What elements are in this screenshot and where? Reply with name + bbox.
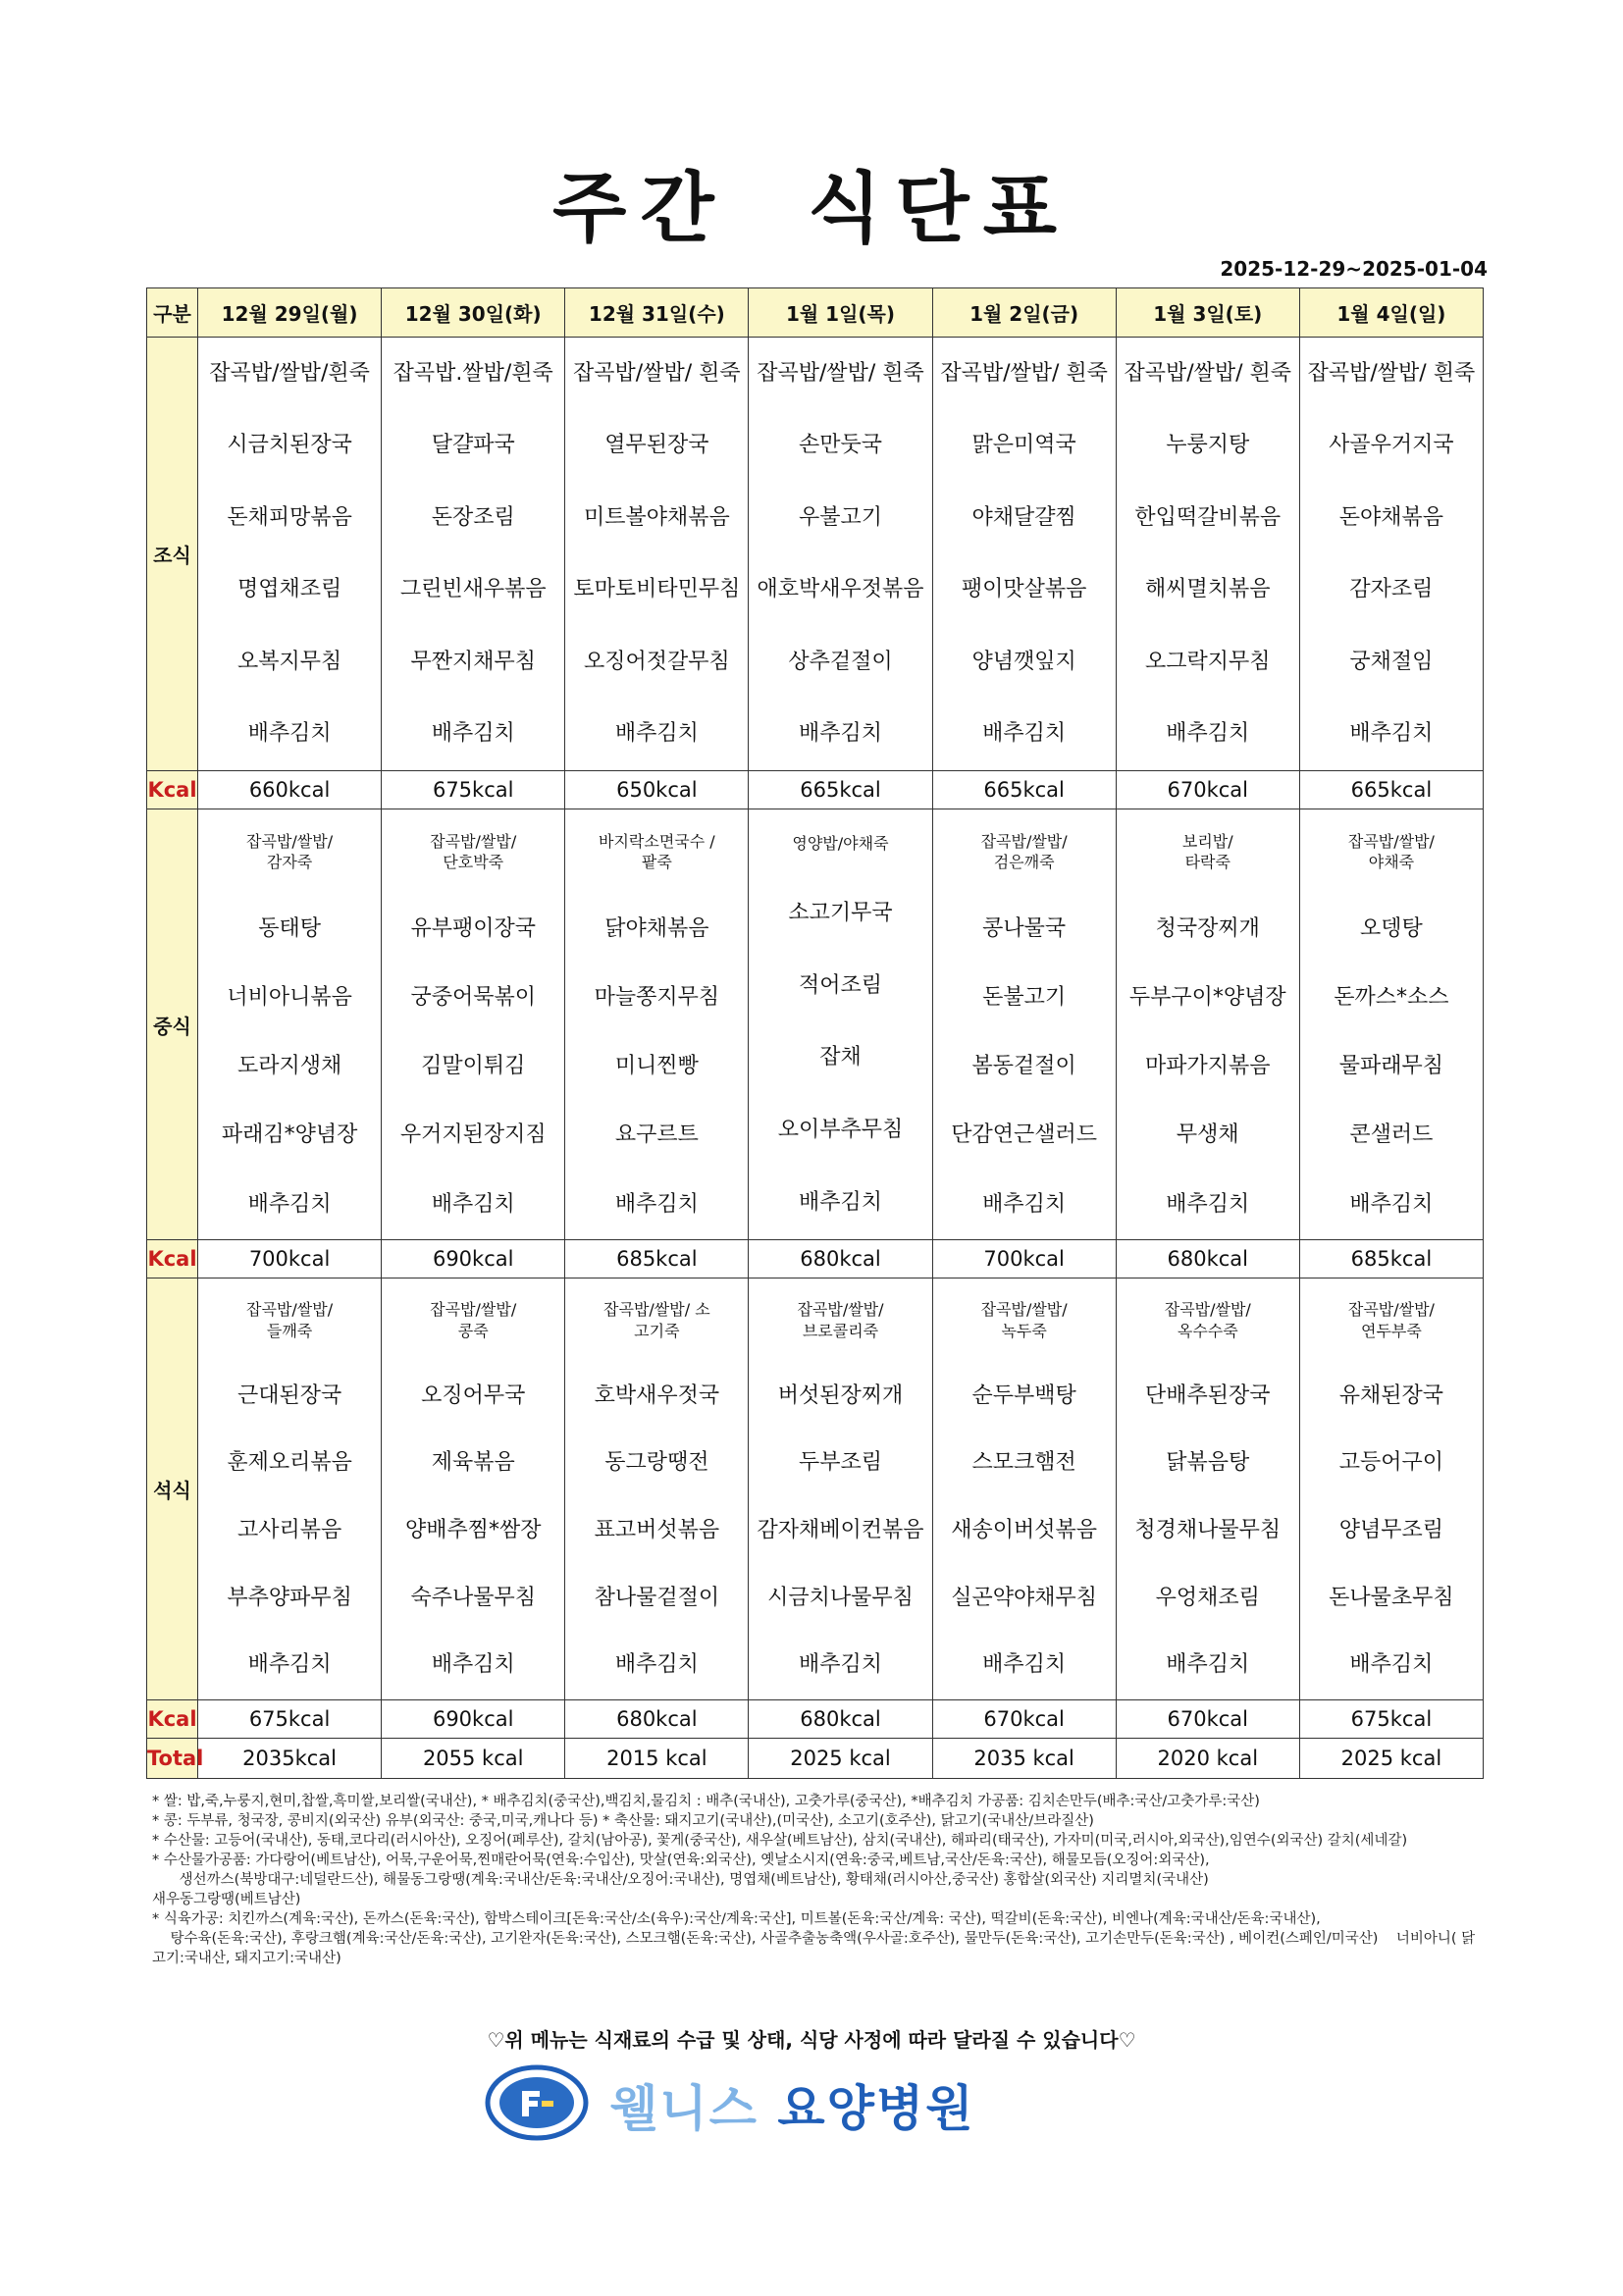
origin-note: * 수산물가공품: 가다랑어(베트남산), 어묵,구운어묵,찐매란어묵(연육:수입산), 맛살(연육:외국산), 옛날소시지(연육:중국,베트남,국산/돈육:국산), 해물모듬(오징어:외국산), [152, 1852, 1210, 1868]
menu-item: 잡곡밥/쌀밥/ 감자죽 [246, 831, 334, 872]
meal-cell [198, 338, 382, 771]
menu-item: 배추김치 [431, 1191, 515, 1217]
menu-item: 애호박새우젓볶음 [757, 577, 924, 602]
menu-item: 명엽채조림 [236, 577, 342, 602]
origin-note: 탕수육(돈육:국산), 후랑크햄(계육:국산/돈육:국산), 고기완자(돈육:국산), 스모크햄(돈육:국산), 사골추출농축액(우사골:호주산), 물만두(돈육:국산), 고기손만두(돈육:국산) , 베이컨(스페인/미국산) 너비아니( 닭고기:국내산, 돼지고기:국내산) [152, 1931, 1476, 1966]
date-range: 2025-12-29~2025-01-04 [1220, 257, 1488, 281]
menu-item: 배추김치 [247, 1191, 332, 1217]
menu-item: 양념무조림 [1338, 1518, 1444, 1542]
origin-note: * 쌀: 밥,죽,누룽지,현미,찹쌀,흑미쌀,보리쌀(국내산), * 배추김치(중국산),백김치,물김치 : 배추(국내산), 고춧가루(중국산), *배추김치 가공품: 김치손만두(배추:국산/고춧가루:국산) [152, 1794, 1260, 1809]
menu-item: 잡곡밥/쌀밥/ 검은깨죽 [980, 831, 1068, 872]
menu-item: 배추김치 [1166, 721, 1250, 747]
origin-note: 새우동그랑땡(베트남산) [152, 1892, 301, 1907]
kcal-value: 690kcal [382, 1700, 565, 1739]
menu-item: 상추겉절이 [788, 649, 893, 674]
menu-item: 요구르트 [614, 1122, 699, 1148]
menu-item: 배추김치 [1349, 721, 1434, 747]
menu-item: 잡곡밥/쌀밥/ 녹두죽 [980, 1300, 1068, 1340]
menu-item: 닭야채볶음 [604, 915, 709, 941]
menu-item: 토마토비타민무침 [573, 577, 741, 602]
menu-item: 유부팽이장국 [410, 915, 536, 941]
menu-item: 잡곡밥/쌀밥/ 흰죽 [940, 360, 1108, 386]
menu-item: 팽이맛살볶음 [961, 577, 1087, 602]
total-row [147, 1739, 1484, 1779]
menu-item: 그린빈새우볶음 [399, 577, 547, 602]
menu-item: 표고버섯볶음 [594, 1518, 720, 1542]
kcal-value: 680kcal [1116, 1240, 1299, 1278]
menu-item: 제육볶음 [431, 1450, 515, 1476]
menu-item: 오징어젓갈무침 [583, 649, 730, 674]
meal-cell [565, 1278, 749, 1700]
kcal-value: 685kcal [1299, 1240, 1483, 1278]
origin-note: * 식육가공: 치킨까스(계육:국산), 돈까스(돈육:국산), 함박스테이크[돈육:국산/소(육우):국산/계육:국산], 미트볼(돈육:국산/계육: 국산), 떡갈비(돈육:국산), 비엔나(계육:국내산/돈육:국내산), [152, 1911, 1321, 1927]
menu-item: 손만둣국 [798, 433, 882, 458]
kcal-label: Kcal [147, 1240, 198, 1278]
menu-item: 잡곡밥/쌀밥/ 흰죽 [757, 360, 924, 386]
menu-item: 새송이버섯볶음 [951, 1518, 1098, 1542]
menu-item: 배추김치 [431, 1652, 515, 1678]
menu-item: 배추김치 [614, 1652, 699, 1678]
menu-item: 유채된장국 [1338, 1383, 1444, 1408]
menu-item: 열무된장국 [604, 433, 709, 458]
menu-item: 잡곡밥/쌀밥/ 야채죽 [1347, 831, 1435, 872]
menu-item: 배추김치 [247, 1652, 332, 1678]
menu-item: 돈까스*소스 [1334, 985, 1449, 1011]
menu-item: 봄동겉절이 [971, 1054, 1076, 1079]
total-value: 2025 kcal [1299, 1739, 1483, 1779]
meal-cell [1299, 1278, 1483, 1700]
menu-item: 김말이튀김 [421, 1054, 526, 1079]
menu-item: 오징어무국 [421, 1383, 526, 1408]
origin-note: 생선까스(북방대구:네덜란드산), 해물동그랑땡(계육:국내산/돈육:국내산/오징어:국내산), 명엽채(베트남산), 황태채(러시아산,중국산) 홍합살(외국산) 지리멸치(국내산) [152, 1872, 1209, 1888]
menu-item: 오뎅탕 [1360, 915, 1423, 941]
menu-item: 콘샐러드 [1349, 1122, 1434, 1148]
menu-item: 우거지된장지짐 [399, 1122, 547, 1148]
menu-item: 단배추된장국 [1145, 1383, 1271, 1408]
menu-item: 배추김치 [1349, 1191, 1434, 1217]
menu-item: 잡곡밥/쌀밥/ 연두부죽 [1347, 1300, 1435, 1340]
menu-item: 마늘쫑지무침 [594, 985, 720, 1011]
menu-item: 돈야채볶음 [1338, 504, 1444, 530]
total-value: 2035kcal [198, 1739, 382, 1779]
origin-note: * 콩: 두부류, 청국장, 콩비지(외국산) 유부(외국산: 중국,미국,캐나다 등) * 축산물: 돼지고기(국내산),(미국산), 소고기(호주산), 닭고기(국내산/브라질산) [152, 1813, 1094, 1829]
kcal-value: 660kcal [198, 771, 382, 809]
menu-item: 맑은미역국 [971, 433, 1076, 458]
menu-item: 배추김치 [247, 721, 332, 747]
menu-item: 잡곡밥/쌀밥/ 들깨죽 [246, 1300, 334, 1340]
menu-item: 한입떡갈비볶음 [1134, 504, 1282, 530]
menu-item: 닭볶음탕 [1166, 1450, 1250, 1476]
header-day: 12월 31일(수) [565, 288, 749, 338]
kcal-value: 665kcal [749, 771, 932, 809]
menu-item: 배추김치 [982, 721, 1067, 747]
menu-item: 고사리볶음 [236, 1518, 342, 1542]
meal-cell [1116, 338, 1299, 771]
menu-item: 돈장조림 [431, 504, 515, 530]
menu-item: 물파래무침 [1338, 1054, 1444, 1079]
meal-row-lunch [147, 809, 1484, 1240]
meal-cell [932, 1278, 1116, 1700]
menu-item: 오이부추무침 [777, 1118, 904, 1143]
menu-item: 양념깻잎지 [971, 649, 1076, 674]
menu-item: 보리밥/ 타락죽 [1181, 831, 1233, 872]
menu-item: 콩나물국 [982, 915, 1067, 941]
menu-item: 배추김치 [614, 1191, 699, 1217]
total-label: Total [147, 1739, 198, 1779]
menu-item: 고등어구이 [1338, 1450, 1444, 1476]
meal-cell [749, 338, 932, 771]
meal-cell [198, 809, 382, 1240]
kcal-row [147, 771, 1484, 809]
menu-item: 너비아니볶음 [227, 985, 352, 1011]
kcal-label: Kcal [147, 771, 198, 809]
menu-item: 잡곡밥/쌀밥/ 흰죽 [573, 360, 741, 386]
menu-item: 배추김치 [982, 1191, 1067, 1217]
header-category: 구분 [147, 288, 198, 338]
meal-cell [932, 809, 1116, 1240]
menu-item: 잡곡밥/쌀밥/흰죽 [209, 360, 370, 386]
menu-item: 잡곡밥/쌀밥/ 콩죽 [430, 1300, 517, 1340]
logo-text-dark: 요양병원 [758, 2080, 975, 2137]
menu-item: 배추김치 [798, 1189, 882, 1215]
kcal-row [147, 1240, 1484, 1278]
menu-item: 청경채나물무침 [1134, 1518, 1282, 1542]
menu-item: 궁채절임 [1349, 649, 1434, 674]
kcal-value: 690kcal [382, 1240, 565, 1278]
menu-item: 미니찐빵 [614, 1054, 699, 1079]
kcal-value: 675kcal [198, 1700, 382, 1739]
kcal-label: Kcal [147, 1700, 198, 1739]
menu-item: 잡곡밥/쌀밥/ 흰죽 [1124, 360, 1292, 386]
menu-item: 마파가지볶음 [1145, 1054, 1271, 1079]
menu-item: 잡곡밥/쌀밥/ 옥수수죽 [1164, 1300, 1251, 1340]
notice-text: ♡위 메뉴는 식재료의 수급 및 상태, 식당 사정에 따라 달라질 수 있습니다♡ [487, 2028, 1136, 2052]
menu-item: 궁중어묵볶이 [410, 985, 536, 1011]
menu-item: 숙주나물무침 [410, 1585, 536, 1610]
meal-row-breakfast [147, 338, 1484, 771]
menu-item: 두부조림 [798, 1450, 882, 1476]
menu-item: 잡곡밥/쌀밥/ 단호박죽 [430, 831, 517, 872]
meal-label: 석식 [147, 1278, 198, 1700]
kcal-value: 700kcal [198, 1240, 382, 1278]
menu-item: 잡채 [819, 1045, 862, 1070]
menu-item: 오그락지무침 [1145, 649, 1271, 674]
menu-item: 시금치된장국 [227, 433, 352, 458]
menu-item: 도라지생채 [236, 1054, 342, 1079]
meal-cell [198, 1278, 382, 1700]
menu-item: 돈나물초무침 [1329, 1585, 1454, 1610]
meal-cell [565, 338, 749, 771]
total-value: 2055 kcal [382, 1739, 565, 1779]
menu-item: 동태탕 [258, 915, 321, 941]
menu-item: 배추김치 [798, 721, 882, 747]
kcal-value: 665kcal [1299, 771, 1483, 809]
meal-cell [382, 1278, 565, 1700]
menu-item: 해씨멸치볶음 [1145, 577, 1271, 602]
menu-item: 청국장찌개 [1155, 915, 1260, 941]
kcal-value: 670kcal [932, 1700, 1116, 1739]
menu-item: 버섯된장찌개 [777, 1383, 904, 1408]
menu-item: 배추김치 [431, 721, 515, 747]
menu-item: 잡곡밥/쌀밥/ 소 고기죽 [603, 1300, 710, 1340]
origin-notes [152, 1792, 1487, 1968]
menu-item: 돈불고기 [982, 985, 1067, 1011]
meal-cell [382, 338, 565, 771]
kcal-value: 675kcal [382, 771, 565, 809]
menu-item: 무짠지채무침 [410, 649, 536, 674]
menu-item: 우엉채조림 [1155, 1585, 1260, 1610]
menu-item: 호박새우젓국 [594, 1383, 720, 1408]
kcal-value: 675kcal [1299, 1700, 1483, 1739]
menu-item: 배추김치 [614, 721, 699, 747]
menu-item: 근대된장국 [236, 1383, 342, 1408]
hospital-logo [483, 2063, 1052, 2142]
total-value: 2035 kcal [932, 1739, 1116, 1779]
menu-item: 파래김*양념장 [221, 1122, 358, 1148]
menu-item: 소고기무국 [788, 900, 893, 925]
meal-cell [1299, 809, 1483, 1240]
menu-item: 두부구이*양념장 [1128, 985, 1286, 1011]
menu-item: 동그랑땡전 [604, 1450, 709, 1476]
menu-item: 잡곡밥.쌀밥/흰죽 [393, 360, 553, 386]
header-day: 12월 29일(월) [198, 288, 382, 338]
menu-item: 달걀파국 [431, 433, 515, 458]
kcal-value: 700kcal [932, 1240, 1116, 1278]
menu-item: 배추김치 [1166, 1191, 1250, 1217]
meal-cell [749, 809, 932, 1240]
meal-cell [382, 809, 565, 1240]
kcal-value: 650kcal [565, 771, 749, 809]
menu-item: 단감연근샐러드 [951, 1122, 1098, 1148]
menu-item: 잡곡밥/쌀밥/ 브로콜리죽 [797, 1300, 884, 1340]
logo-text-light: 웰니스 [610, 2080, 759, 2137]
menu-item: 사골우거지국 [1329, 433, 1454, 458]
logo-emblem-icon [483, 2063, 591, 2142]
menu-item: 배추김치 [1349, 1652, 1434, 1678]
menu-item: 배추김치 [798, 1652, 882, 1678]
menu-table [146, 287, 1484, 1779]
logo-text [610, 2069, 975, 2140]
total-value: 2025 kcal [749, 1739, 932, 1779]
menu-item: 오복지무침 [236, 649, 342, 674]
header-day: 1월 3일(토) [1116, 288, 1299, 338]
menu-item: 훈제오리볶음 [227, 1450, 352, 1476]
kcal-value: 670kcal [1116, 1700, 1299, 1739]
meal-cell [1116, 1278, 1299, 1700]
menu-item: 적어조림 [798, 972, 882, 998]
meal-cell [749, 1278, 932, 1700]
menu-item: 부추양파무침 [227, 1585, 352, 1610]
meal-cell [1299, 338, 1483, 771]
menu-item: 야채달걀찜 [971, 504, 1076, 530]
kcal-value: 680kcal [749, 1240, 932, 1278]
menu-item: 배추김치 [982, 1652, 1067, 1678]
header-row [147, 288, 1484, 338]
menu-item: 배추김치 [1166, 1652, 1250, 1678]
menu-item: 감자조림 [1349, 577, 1434, 602]
header-day: 1월 2일(금) [932, 288, 1116, 338]
total-value: 2020 kcal [1116, 1739, 1299, 1779]
kcal-value: 680kcal [565, 1700, 749, 1739]
kcal-row [147, 1700, 1484, 1739]
menu-item: 실곤약야채무침 [951, 1585, 1098, 1610]
menu-item: 시금치나물무침 [767, 1585, 914, 1610]
menu-item: 스모크햄전 [971, 1450, 1076, 1476]
meal-cell [1116, 809, 1299, 1240]
page-title: 주간 식단표 [552, 165, 1071, 253]
menu-item: 누룽지탕 [1166, 433, 1250, 458]
kcal-value: 670kcal [1116, 771, 1299, 809]
origin-note: * 수산물: 고등어(국내산), 동태,코다리(러시아산), 오징어(페루산), 갈치(남아공), 꽃게(중국산), 새우살(베트남산), 삼치(국내산), 해파리(태국산), 가자미(미국,러시아,외국산),임연수(외국산) 갈치(세네갈) [152, 1833, 1408, 1849]
menu-item: 참나물겉절이 [594, 1585, 720, 1610]
header-day: 1월 4일(일) [1299, 288, 1483, 338]
kcal-value: 680kcal [749, 1700, 932, 1739]
menu-item: 무생채 [1176, 1122, 1239, 1148]
meal-label: 중식 [147, 809, 198, 1240]
header-day: 1월 1일(목) [749, 288, 932, 338]
menu-item: 영양밥/야채죽 [792, 833, 889, 853]
kcal-value: 685kcal [565, 1240, 749, 1278]
header-day: 12월 30일(화) [382, 288, 565, 338]
meal-row-dinner [147, 1278, 1484, 1700]
kcal-value: 665kcal [932, 771, 1116, 809]
menu-item: 감자채베이컨볶음 [757, 1518, 924, 1542]
menu-item: 돈채피망볶음 [227, 504, 352, 530]
menu-item: 잡곡밥/쌀밥/ 흰죽 [1307, 360, 1476, 386]
menu-item: 미트볼야채볶음 [583, 504, 730, 530]
meal-label: 조식 [147, 338, 198, 771]
menu-item: 순두부백탕 [971, 1383, 1076, 1408]
menu-item: 양배추찜*쌈장 [404, 1518, 542, 1542]
meal-cell [565, 809, 749, 1240]
total-value: 2015 kcal [565, 1739, 749, 1779]
menu-item: 우불고기 [798, 504, 882, 530]
menu-item: 바지락소면국수 / 팥죽 [599, 831, 715, 872]
meal-cell [932, 338, 1116, 771]
